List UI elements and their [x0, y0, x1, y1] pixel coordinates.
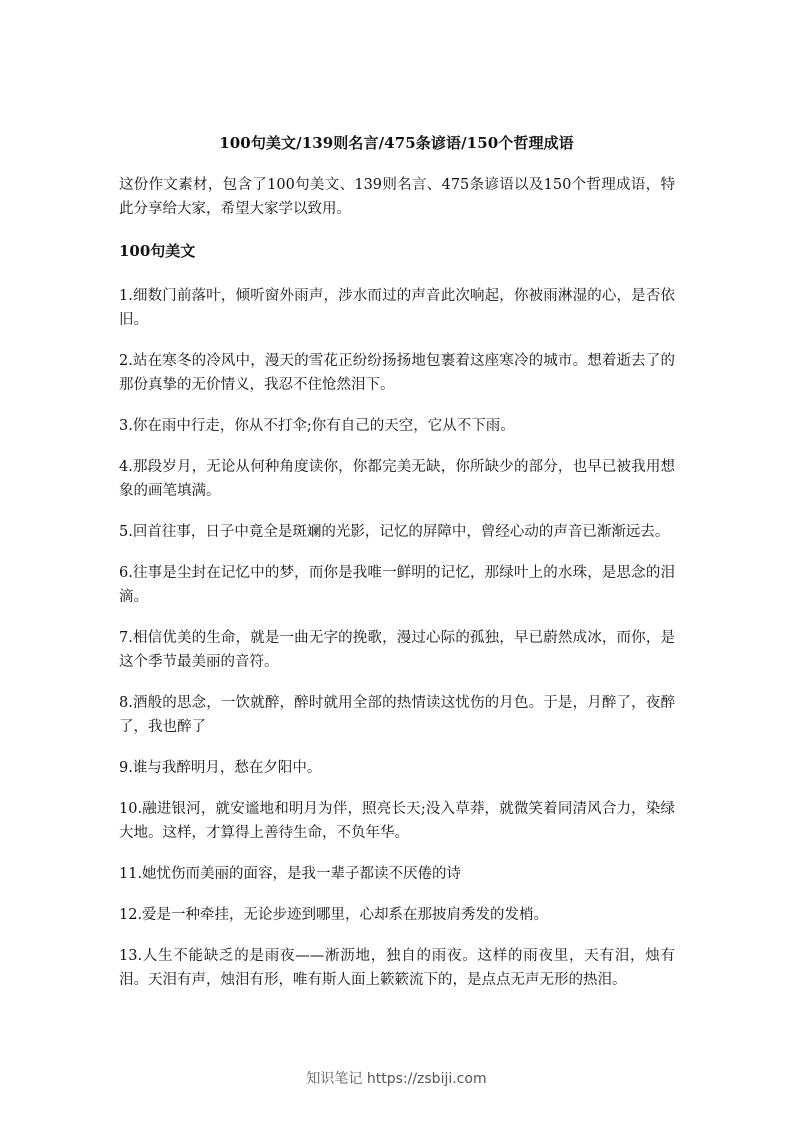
list-item: 9.谁与我醉明月，愁在夕阳中。 [119, 760, 322, 776]
list-item: 6.往事是尘封在记忆中的梦，而你是我唯一鲜明的记忆，那绿叶上的水珠，是思念的泪滴。 [119, 565, 675, 605]
list-item: 5.回首往事，日子中竟全是斑斓的光影，记忆的屏障中，曾经心动的声音已渐渐远去。 [119, 524, 670, 540]
intro-paragraph: 这份作文素材，包含了100句美文、139则名言、475条谚语以及150个哲理成语，特此分享给大家，希望大家学以致用。 [119, 177, 675, 217]
list-item: 10.融进银河，就安谧地和明月为伴，照亮长天;没入草莽，就微笑着同清风合力，染绿大地。这样，才算得上善待生命，不负年华。 [119, 801, 675, 841]
section-heading: 100句美文 [119, 242, 196, 260]
list-item: 4.那段岁月，无论从何种角度读你，你都完美无缺，你所缺少的部分，也早已被我用想象的画笔填满。 [119, 459, 675, 499]
list-item: 7.相信优美的生命，就是一曲无字的挽歌，漫过心际的孤独，早已蔚然成冰，而你，是这个季节最美丽的音符。 [119, 630, 675, 670]
document-title: 100句美文/139则名言/475条谚语/150个哲理成语 [219, 134, 574, 152]
document-body [119, 173, 675, 1009]
list-item: 8.酒般的思念，一饮就醉，醉时就用全部的热情读这忧伤的月色。于是，月醉了，夜醉了，我也醉了 [119, 695, 675, 735]
footer-watermark: 知识笔记 https://zsbiji.com [306, 1071, 487, 1087]
list-item: 3.你在雨中行走，你从不打伞;你有自己的天空，它从不下雨。 [119, 418, 515, 434]
list-item: 11.她忧伤而美丽的面容，是我一辈子都读不厌倦的诗 [119, 866, 462, 882]
list-item: 13.人生不能缺乏的是雨夜——淅沥地，独自的雨夜。这样的雨夜里，天有泪，烛有泪。天泪有声，烛泪有形，唯有斯人面上簌簌流下的，是点点无声无形的热泪。 [119, 948, 675, 988]
list-item: 2.站在寒冬的冷风中，漫天的雪花正纷纷扬扬地包裹着这座寒冷的城市。想着逝去了的那份真挚的无价情义，我忍不住怆然泪下。 [119, 353, 675, 393]
list-item: 1.细数门前落叶，倾听窗外雨声，涉水而过的声音此次响起，你被雨淋湿的心，是否依旧。 [119, 288, 675, 328]
list-item: 12.爱是一种牵挂，无论步迹到哪里，心却系在那披肩秀发的发梢。 [119, 907, 549, 923]
